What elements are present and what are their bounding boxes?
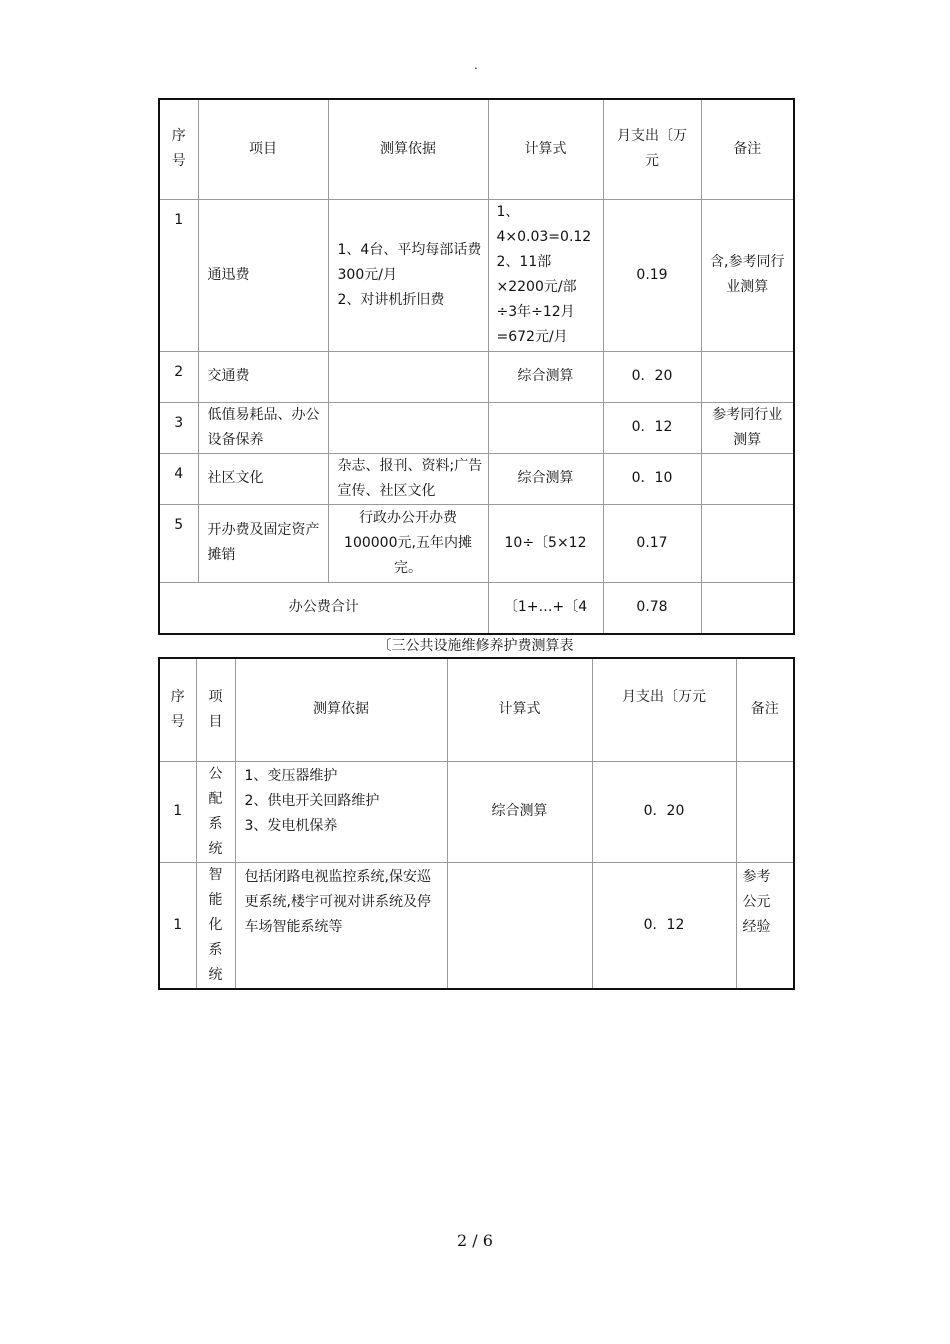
row-basis bbox=[328, 351, 488, 402]
row-formula bbox=[488, 402, 603, 453]
facility-maintenance-table bbox=[158, 657, 795, 990]
header-monthly: 月支出〔万元 bbox=[603, 99, 701, 199]
row-monthly: 0．20 bbox=[603, 351, 701, 402]
table-row bbox=[159, 862, 794, 989]
row-formula: 综合测算 bbox=[488, 351, 603, 402]
header-seq: 序号 bbox=[159, 99, 198, 199]
row-monthly: 0．12 bbox=[603, 402, 701, 453]
row-monthly: 0．12 bbox=[592, 862, 736, 989]
row-item: 低值易耗品、办公设备保养 bbox=[198, 402, 328, 453]
header-note: 备注 bbox=[701, 99, 794, 199]
header-formula: 计算式 bbox=[447, 658, 592, 761]
row-seq: 1 bbox=[159, 862, 196, 989]
row-basis: 1、变压器维护 2、供电开关回路维护 3、发电机保养 bbox=[235, 761, 447, 862]
table-row bbox=[159, 351, 794, 402]
row-seq: 3 bbox=[159, 402, 198, 453]
row-monthly: 0．10 bbox=[603, 453, 701, 504]
table2-caption: 〔三公共设施维修养护费测算表 bbox=[377, 638, 574, 654]
table-row bbox=[159, 504, 794, 582]
row-seq: 1 bbox=[159, 199, 198, 351]
total-row bbox=[159, 582, 794, 634]
header-mark: . bbox=[474, 58, 478, 72]
row-monthly: 0.17 bbox=[603, 504, 701, 582]
table-row bbox=[159, 453, 794, 504]
header-item: 项目 bbox=[196, 658, 235, 761]
row-formula: 综合测算 bbox=[488, 453, 603, 504]
row-seq: 1 bbox=[159, 761, 196, 862]
row-item: 通迅费 bbox=[198, 199, 328, 351]
row-note bbox=[701, 504, 794, 582]
table-row bbox=[159, 761, 794, 862]
header-item: 项目 bbox=[198, 99, 328, 199]
row-note: 参考公元经验 bbox=[736, 862, 794, 989]
row-formula: 1、 4×0.03=0.12 2、11部 ×2200元/部 ÷3年÷12月 =672元/月 bbox=[488, 199, 603, 351]
row-basis: 包括闭路电视监控系统,保安巡更系统,楼宇可视对讲系统及停车场智能系统等 bbox=[235, 862, 447, 989]
header-note: 备注 bbox=[736, 658, 794, 761]
row-basis: 杂志、报刊、资料;广告宣传、社区文化 bbox=[328, 453, 488, 504]
header-basis: 测算依据 bbox=[328, 99, 488, 199]
row-formula: 10÷〔5×12 bbox=[488, 504, 603, 582]
row-basis: 1、4台、平均每部话费300元/月 2、对讲机折旧费 bbox=[328, 199, 488, 351]
row-monthly: 0.19 bbox=[603, 199, 701, 351]
total-formula: 〔1+…+〔4 bbox=[488, 582, 603, 634]
total-monthly: 0.78 bbox=[603, 582, 701, 634]
row-basis: 行政办公开办费100000元,五年内摊完。 bbox=[328, 504, 488, 582]
row-note: 含,参考同行业测算 bbox=[701, 199, 794, 351]
row-note: 参考同行业测算 bbox=[701, 402, 794, 453]
row-note bbox=[701, 351, 794, 402]
header-formula: 计算式 bbox=[488, 99, 603, 199]
row-seq: 2 bbox=[159, 351, 198, 402]
row-monthly: 0．20 bbox=[592, 761, 736, 862]
header-basis: 测算依据 bbox=[235, 658, 447, 761]
table-row bbox=[159, 402, 794, 453]
row-formula bbox=[447, 862, 592, 989]
row-note bbox=[736, 761, 794, 862]
office-expense-table bbox=[158, 98, 795, 635]
total-label: 办公费合计 bbox=[159, 582, 488, 634]
header-monthly: 月支出〔万元 bbox=[592, 658, 736, 761]
row-item: 社区文化 bbox=[198, 453, 328, 504]
row-item: 开办费及固定资产摊销 bbox=[198, 504, 328, 582]
row-seq: 4 bbox=[159, 453, 198, 504]
page-number: 2 / 6 bbox=[457, 1231, 493, 1250]
table-row bbox=[159, 199, 794, 351]
total-note bbox=[701, 582, 794, 634]
row-seq: 5 bbox=[159, 504, 198, 582]
row-formula: 综合测算 bbox=[447, 761, 592, 862]
row-note bbox=[701, 453, 794, 504]
row-item: 交通费 bbox=[198, 351, 328, 402]
row-basis bbox=[328, 402, 488, 453]
header-seq: 序号 bbox=[159, 658, 196, 761]
row-item: 智能化系统 bbox=[196, 862, 235, 989]
row-item: 公配系统 bbox=[196, 761, 235, 862]
